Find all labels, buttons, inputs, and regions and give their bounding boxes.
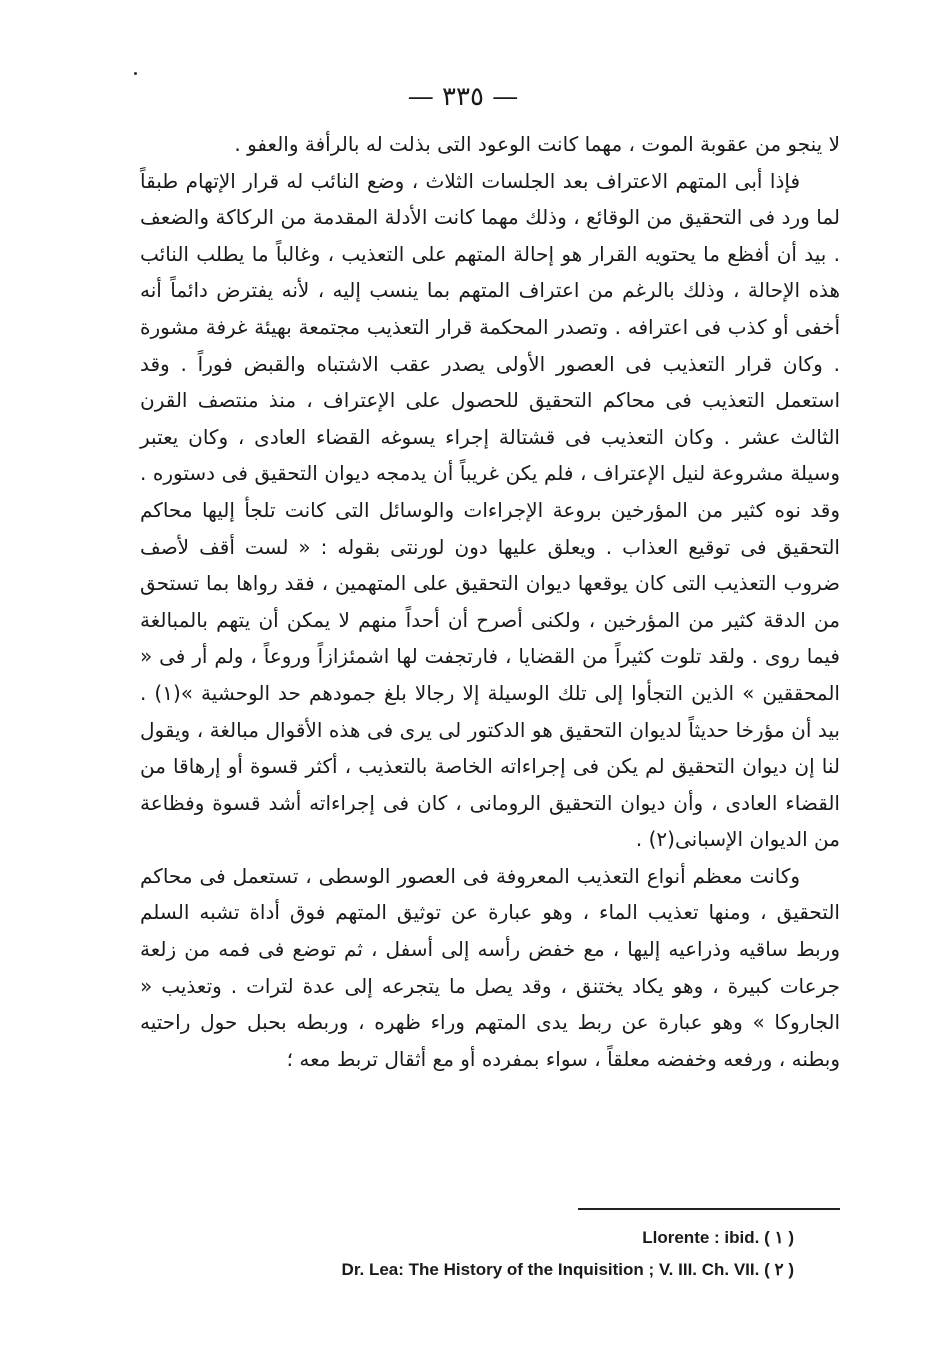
paragraph: فإذا أبى المتهم الاعتراف بعد الجلسات الثلاث ، وضع النائب له قرار الإتهام طبقاً لما ورد فى التحقيق من الوقائع ، وذلك مهما كانت الأدلة المقدمة من الركاكة والضعف . بيد أن أفظع ما يحتويه القرار هو إحالة المتهم على التعذيب ، وغالباً ما يطلب النائب هذه الإحالة ، وذلك بالرغم من اعتراف المتهم بما ينسب إليه ، لأنه يفترض دائماً أنه أخفى أو كذب فى اعترافه . وتصدر المحكمة قرار التعذيب مجتمعة بهيئة غرفة مشورة . وكان قرار التعذيب فى العصور الأولى يصدر عقب الاشتباه والقبض فوراً . وقد استعمل التعذيب فى محاكم التحقيق للحصول على الإعتراف ، منذ منتصف القرن الثالث عشر . وكان التعذيب فى قشتالة إجراء يسوغه القضاء العادى ، وكان يعتبر وسيلة مشروعة لنيل الإعتراف ، فلم يكن غريباً أن يدمجه ديوان التحقيق فى دستوره . وقد نوه كثير من المؤرخين بروعة الإجراءات والوسائل التى كانت تلجأ إليها محاكم التحقيق فى توقيع العذاب . ويعلق عليها دون لورنتى بقوله : « لست أقف لأصف ضروب التعذيب التى كان يوقعها ديوان التحقيق على المتهمين ، فقد رواها بما تستحق من الدقة كثير من المؤرخين ، ولكنى أصرح أن أحداً منهم لا يمكن أن يتهم بالمبالغة فيما روى . ولقد تلوت كثيراً من القضايا ، فارتجفت لها اشمئزازاً وروعاً ، ولم أر فى « المحققين » الذين التجأوا إلى تلك الوسيلة إلا رجالا بلغ جمودهم حد الوحشية »(١) . بيد أن مؤرخا حديثاً لديوان التحقيق هو الدكتور لى يرى فى هذه الأقوال مبالغة ، ويقول لنا إن ديوان التحقيق لم يكن فى إجراءاته الخاصة بالتعذيب ، أكثر قسوة أو إرهاقا من القضاء العادى ، وأن ديوان التحقيق الرومانى ، كان فى إجراءاته أشد قسوة وفظاعة من الديوان الإسبانى(٢) .: [140, 168, 840, 852]
scan-speck: [134, 72, 137, 75]
footnote-2: Dr. Lea: The History of the Inquisition ; V. III. Ch. VII. ( ٢ ): [341, 1260, 794, 1279]
paragraph: وكانت معظم أنواع التعذيب المعروفة فى العصور الوسطى ، تستعمل فى محاكم التحقيق ، ومنها تعذيب الماء ، وهو عبارة عن توثيق المتهم فوق أداة تشبه السلم وربط ساقيه وذراعيه إليها ، مع خفض رأسه إلى أسفل ، ثم توضع فى فمه من زلعة جرعات كبيرة ، وهو يكاد يختنق ، وقد يصل ما يتجرعه إلى عدة لترات . وتعذيب « الجاروكا » وهو عبارة عن ربط يدى المتهم وراء ظهره ، وربطه بحبل حول راحتيه وبطنه ، ورفعه وخفضه معلقاً ، سواء بمفرده أو مع أثقال تربط معه ؛: [140, 863, 840, 1071]
body-text: [140, 126, 840, 1077]
paragraph: لا ينجو من عقوبة الموت ، مهما كانت الوعود التى بذلت له بالرأفة والعفو .: [234, 132, 840, 156]
footnote-1: Llorente : ibid. ( ١ ): [642, 1228, 794, 1247]
footnotes: [114, 1222, 794, 1286]
page-number: — ٣٣٥ —: [407, 82, 519, 112]
footnote-divider: [578, 1208, 840, 1210]
